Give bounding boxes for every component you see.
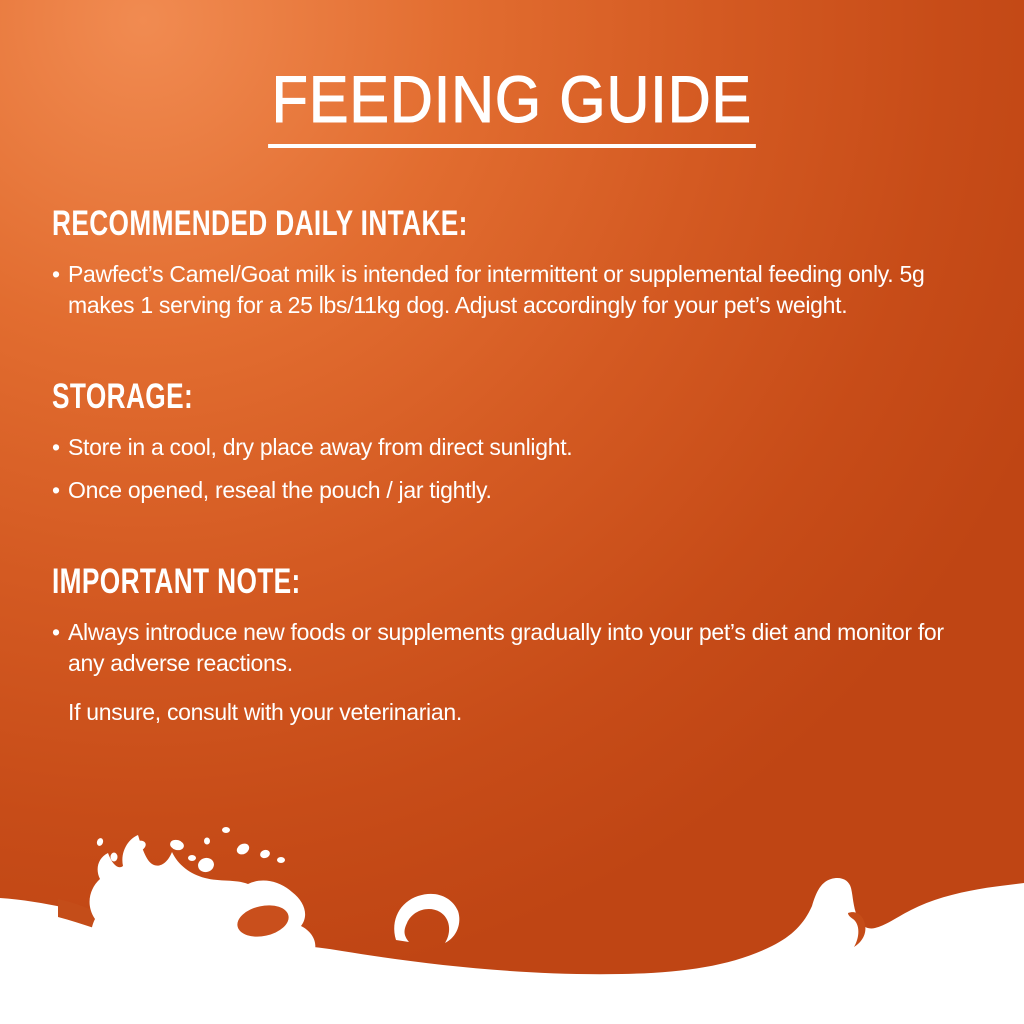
- section-recommended-daily-intake: [52, 206, 994, 321]
- section-important-note: [52, 564, 994, 728]
- bullet-dot: •: [52, 477, 61, 503]
- splash-body: [90, 835, 316, 973]
- section-heading-important-note: IMPORTANT NOTE:: [52, 562, 301, 601]
- list-item: [52, 475, 994, 506]
- header: [0, 62, 1024, 148]
- page-title: FEEDING GUIDE: [268, 66, 756, 148]
- list-item: [52, 259, 994, 321]
- bullet-dot: •: [52, 619, 61, 645]
- content: [0, 206, 1024, 728]
- note-text: If unsure, consult with your veterinarian.: [68, 699, 462, 725]
- milk-splash-graphic: [0, 824, 1024, 1024]
- bullet-text: Always introduce new foods or supplements gradually into your pet’s diet and monitor for any adverse reactions.: [68, 619, 944, 676]
- section-heading-storage: STORAGE:: [52, 377, 194, 416]
- list-item: [52, 432, 994, 463]
- bullet-dot: •: [52, 434, 61, 460]
- bullet-text: Pawfect’s Camel/Goat milk is intended for intermittent or supplemental feeding only. 5g makes 1 serving for a 25 lbs/11kg dog. Adjust accordingly for your pet’s weight.: [68, 261, 925, 318]
- section-storage: [52, 379, 994, 506]
- section-heading-recommended-daily-intake: RECOMMENDED DAILY INTAKE:: [52, 204, 468, 243]
- bullet-text: Once opened, reseal the pouch / jar tightly.: [68, 477, 492, 503]
- list-item: [52, 617, 994, 679]
- splash-crescent: [394, 894, 459, 943]
- bullet-text: Store in a cool, dry place away from direct sunlight.: [68, 434, 573, 460]
- bullet-dot: •: [52, 261, 61, 287]
